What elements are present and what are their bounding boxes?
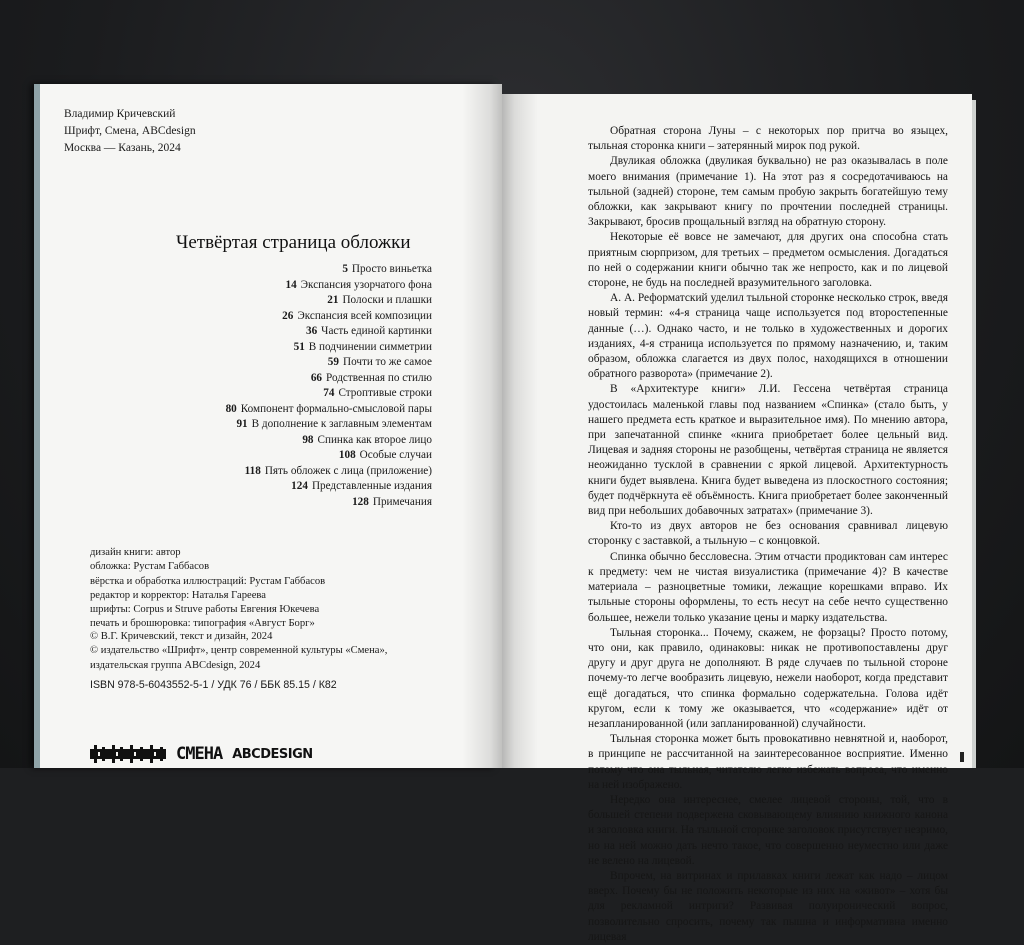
- toc-label: Просто виньетка: [351, 263, 432, 275]
- right-page: [502, 94, 972, 943]
- toc-page-number: 80: [225, 402, 237, 415]
- toc-entry: [180, 433, 432, 449]
- author-header: [64, 106, 196, 157]
- toc-label: Особые случаи: [359, 449, 432, 461]
- toc-page-number: 124: [291, 480, 308, 492]
- toc-entry: [180, 371, 432, 387]
- toc-entry: [180, 402, 432, 418]
- city-year: Москва — Казань, 2024: [64, 142, 181, 154]
- credit-line: вёрстка и обработка иллюстраций: Рустам Габбасов: [90, 575, 326, 587]
- left-page: [40, 84, 502, 768]
- copyright: [90, 630, 387, 673]
- book-title: Четвёртая страница обложки: [176, 232, 411, 253]
- credit-line: печать и брошюровка: типография «Август Борг»: [90, 618, 315, 630]
- paragraph: Кто-то из двух авторов не без основания сравнивал лицевую сторонку с заставкой, а тыльную – с концовкой.: [588, 520, 948, 548]
- toc-label: Примечания: [372, 495, 432, 508]
- toc-entry: [180, 464, 432, 480]
- toc-label: Почти то же самое: [342, 356, 432, 368]
- toc-label: Часть единой картинки: [321, 325, 432, 337]
- paragraph: А. А. Реформатский уделил тыльной сторонке несколько строк, введя новый термин: «4-я страница чаще используется под второстепенные данные (…). Однако часто, и не только в художественных и дорогих изданиях, 4-я страница используется по прямому назначению, и, таким образом, обложка слагается из двух полос, находящихся в отношении обратного разворота» (примечание 2).: [588, 292, 948, 381]
- toc-label: Экспансия узорчатого фона: [300, 278, 432, 291]
- credit-line: редактор и корректор: Наталья Гареева: [90, 589, 266, 601]
- toc-page-number: 108: [338, 449, 356, 461]
- toc-label: В дополнение к заглавным элементам: [251, 418, 432, 430]
- body-text: [588, 124, 948, 945]
- toc-label: Родственная по стилю: [326, 371, 432, 384]
- author-name: Владимир Кричевский: [64, 108, 176, 120]
- toc-entry: [180, 448, 432, 464]
- toc-entry: [180, 309, 432, 325]
- toc-page-number: 91: [236, 418, 248, 430]
- toc-entry: [180, 278, 432, 294]
- toc-page-number: 66: [310, 371, 322, 384]
- toc-entry: [180, 293, 432, 309]
- toc-page-number: 5: [342, 263, 348, 275]
- copyright-line: издательская группа ABCdesign, 2024: [90, 659, 261, 671]
- toc-entry: [180, 340, 432, 356]
- toc-entry: [180, 386, 432, 402]
- toc-entry: [180, 324, 432, 340]
- abcdesign-logo: ABCDESIGN: [232, 746, 313, 762]
- paragraph: Двуликая обложка (двуликая буквально) не раз оказывалась в поле моего внимания (примечание 1). На этот раз я сосредотачиваюсь на тыльной (задней) стороне, тем самым пробую закрыть богатейшую тему обложки, как закрывают книгу по прочтении последней страницы. Закрывают, бросив прощальный взгляд на обратную сторону.: [588, 155, 948, 229]
- toc-page-number: 36: [305, 325, 318, 337]
- toc-label: Представленные издания: [311, 480, 432, 492]
- credit-line: обложка: Рустам Габбасов: [90, 561, 210, 573]
- toc-label: Экспансия всей композиции: [297, 309, 432, 322]
- toc-entry: [180, 479, 432, 495]
- toc-page-number: 118: [244, 464, 261, 477]
- toc-label: Полоски и плашки: [342, 294, 432, 306]
- credits: [90, 546, 325, 632]
- copyright-line: © издательство «Шрифт», центр современной культуры «Смена»,: [90, 645, 388, 657]
- table-of-contents: [180, 262, 432, 510]
- paragraph: Некоторые её вовсе не замечают, для других она способна стать приятным сюрпризом, для третьих – предметом осмысления. Догадаться по ней о содержании книги обычно так же непросто, как и по лицевой стороне, не будь на последней вразумительного заголовка.: [588, 231, 948, 290]
- toc-page-number: 51: [293, 340, 305, 353]
- toc-page-number: 21: [327, 294, 339, 306]
- toc-entry: [180, 355, 432, 371]
- toc-label: В подчинении симметрии: [308, 340, 432, 353]
- publishers: Шрифт, Смена, ABCdesign: [64, 125, 196, 137]
- page-edge-mark: [960, 752, 964, 762]
- paragraph: Нередко она интереснее, смелее лицевой стороны, той, что в большей степени подвержена сковывающему влиянию книжного канона и заголовка книги. На тыльной сторонке заголовок присутствует незримо, но на ней можно дать нечто такое, что совершенно неуместно или даже не велено на лицевой.: [588, 793, 948, 867]
- toc-label: Пять обложек с лица (приложение): [264, 464, 432, 477]
- toc-page-number: 14: [285, 278, 297, 291]
- toc-entry: [180, 262, 432, 278]
- paragraph: Тыльная сторонка может быть провокативно невнятной и, наоборот, в принципе не рассчитанной на заинтересованное восприятие. Именно потому что она тыльная, читателю легко избежать вопроса, что именно на ней изображено.: [588, 733, 948, 791]
- credit-line: дизайн книги: автор: [90, 547, 181, 558]
- shrift-logo-icon: [90, 745, 166, 763]
- toc-label: Строптивые строки: [338, 387, 432, 399]
- paragraph: Тыльная сторонка... Почему, скажем, не форзацы? Просто потому, что они, как правило, одинаковы: никак не противопоставлены друг другу и друг друга не дополняют. В ряде случаев по тыльной стороне почему-то легче вообразить лицевую, нежели наоборот, когда представит ещё догадаться, что спинка формально содержательна. Голова идёт кругом, если к тому же оказывается, что «содержание» идёт от незапланированной (или запланированной) случайности.: [588, 626, 948, 730]
- toc-page-number: 74: [323, 387, 335, 399]
- copyright-line: © В.Г. Кричевский, текст и дизайн, 2024: [90, 631, 273, 642]
- paragraph: Спинка обычно бессловесна. Этим отчасти продиктован сам интерес к предмету: чем не чистая визуалистика (примечание 4)? В качестве материала – разноцветные томики, лежащие корешками вправо. Их тыльные стороны оформлены, то есть несут на себе нечто существенно большее, нежели только указание цены и марку издательства.: [588, 550, 948, 624]
- publisher-logos: [90, 744, 313, 764]
- paragraph: Обратная сторона Луны – с некоторых пор притча во языцех, тыльная сторонка книги – затерянный мирок под рукой.: [588, 125, 948, 153]
- toc-page-number: 128: [352, 495, 369, 508]
- toc-page-number: 59: [327, 356, 339, 368]
- toc-label: Спинка как второе лицо: [317, 433, 432, 446]
- page-block-edge: [972, 100, 976, 768]
- toc-entry: [180, 495, 432, 511]
- isbn-line: ISBN 978-5-6043552-5-1 / УДК 76 / ББК 85.15 / К82: [90, 679, 337, 691]
- smena-logo: СМЕНА: [176, 744, 223, 764]
- credit-line: шрифты: Corpus и Struve работы Евгения Юкечева: [90, 604, 320, 616]
- paragraph: Впрочем, на витринах и прилавках книги лежат как надо – лицом вверх. Почему бы не положить некоторые из них на «живот» – хотя бы для рекламной интриги? Развивая полуиронический вопрос, позволительно спросить, почему так пышна и информативна именно лицевая: [588, 869, 948, 943]
- toc-page-number: 26: [282, 309, 294, 322]
- paragraph: В «Архитектуре книги» Л.И. Гессена четвёртая страница удостоилась маленькой главы под названием «Спинка» (стало быть, у нашего предмета есть краткое и выразительное имя). По мнению автора, при запечатанной спинке «книга приобретает более цельный вид. Лицевая и задняя стороны не разобщены, четвёртая страница не является неожиданно тусклой в сравнении с яркой лицевой. Архитектурность книги будет выявлена. Книга будет выведена из плоскостного состояния; будет подчёркнута её объёмность. Книга приобретает более законченный вид при небольших добавочных затратах» (примечание 3).: [588, 383, 948, 518]
- toc-page-number: 98: [302, 433, 314, 446]
- toc-label: Компонент формально-смысловой пары: [240, 402, 432, 415]
- toc-entry: [180, 417, 432, 433]
